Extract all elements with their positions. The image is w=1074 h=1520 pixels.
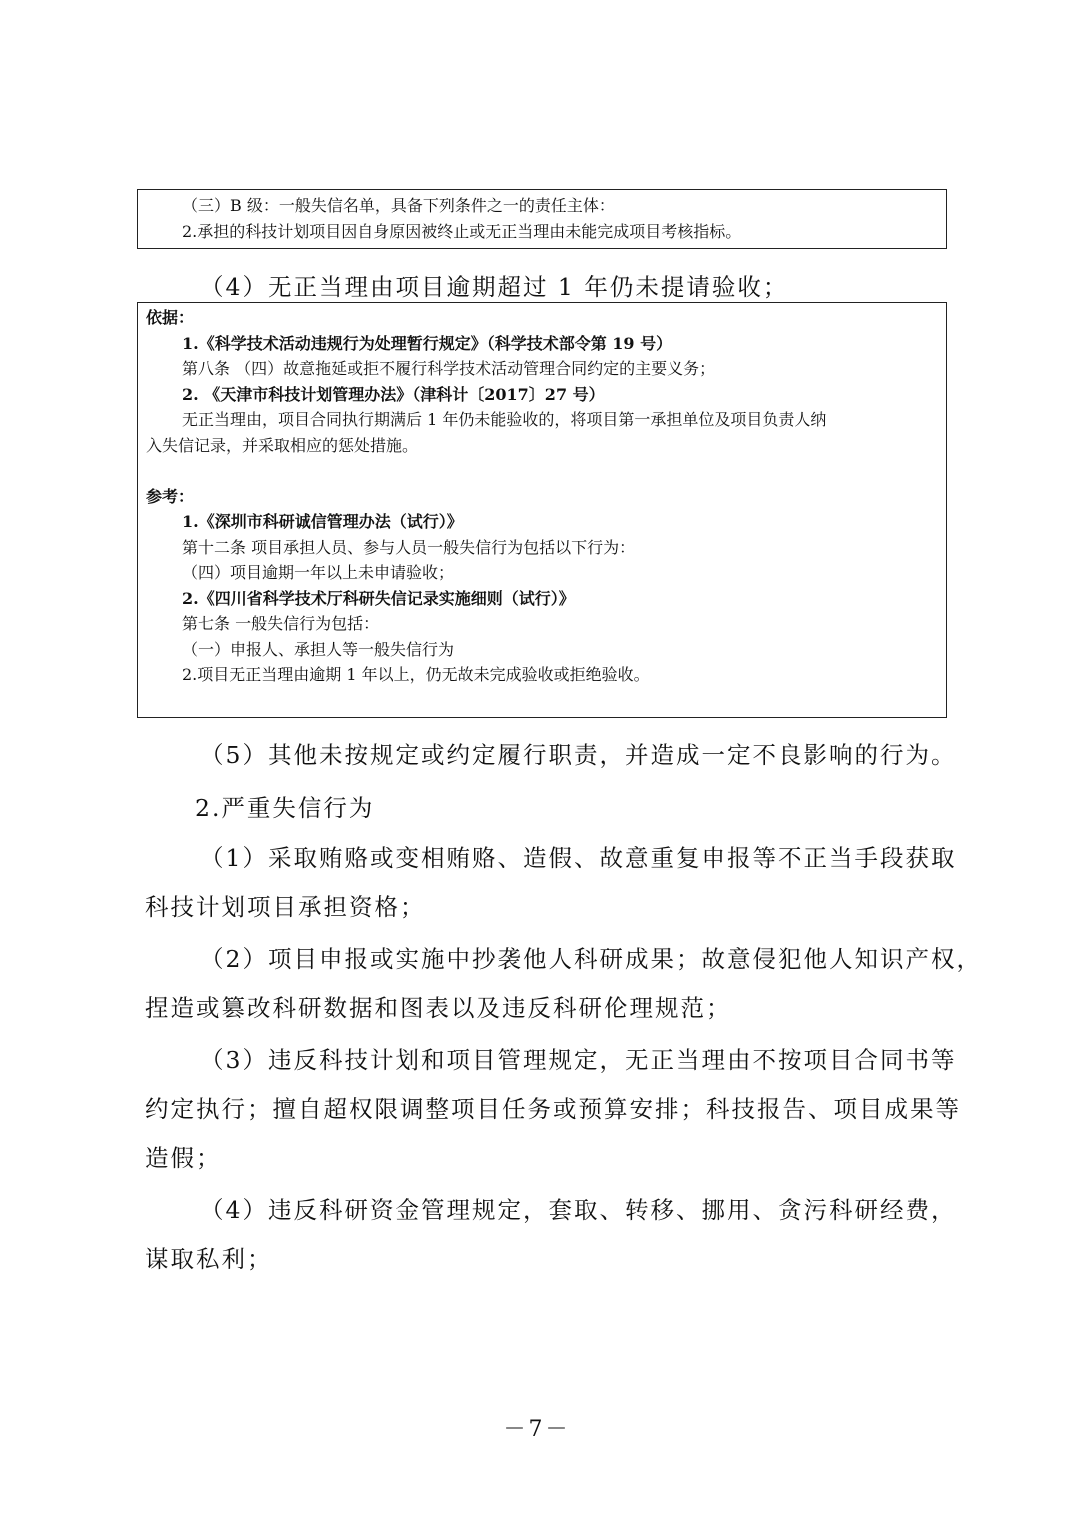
- reference-1-title: 1.《深圳市科研诚信管理办法（试行）》: [182, 512, 463, 531]
- paragraph-serious-4b: 谋取私利；: [145, 1245, 273, 1273]
- paragraph-serious-3c: 造假；: [145, 1144, 222, 1172]
- paragraph-serious-2a: （2）项目申报或实施中抄袭他人科研成果；故意侵犯他人知识产权，: [200, 945, 982, 973]
- paragraph-serious-3b: 约定执行；擅自超权限调整项目任务或预算安排；科技报告、项目成果等: [145, 1095, 961, 1123]
- basis-label: 依据：: [146, 308, 195, 327]
- section-heading-serious: 2.严重失信行为: [195, 794, 375, 822]
- reference-label: 参考：: [146, 486, 195, 506]
- reference-2-line-1: 第七条 一般失信行为包括：: [182, 614, 380, 633]
- paragraph-item-5: （5）其他未按规定或约定履行职责，并造成一定不良影响的行为。: [200, 741, 957, 769]
- basis-2-line-1: 无正当理由，项目合同执行期满后 1 年仍未能验收的，将项目第一承担单位及项目负责人纳: [182, 410, 827, 429]
- reference-2-title: 2.《四川省科学技术厅科研失信记录实施细则（试行）》: [182, 588, 575, 608]
- paragraph-serious-1b: 科技计划项目承担资格；: [145, 893, 426, 921]
- basis-1-title: 1.《科学技术活动违规行为处理暂行规定》（科学技术部令第 19 号）: [182, 333, 673, 353]
- paragraph-item-4: （4）无正当理由项目逾期超过 1 年仍未提请验收；: [200, 273, 789, 301]
- basis-2-title: 2. 《天津市科技计划管理办法》（津科计〔2017〕27 号）: [182, 384, 605, 404]
- reference-1-line-2: （四）项目逾期一年以上未申请验收；: [182, 563, 455, 582]
- paragraph-serious-4a: （4）违反科研资金管理规定，套取、转移、挪用、贪污科研经费，: [200, 1196, 957, 1224]
- paragraph-serious-2b: 捏造或篡改科研数据和图表以及违反科研伦理规范；: [145, 994, 732, 1022]
- paragraph-serious-3a: （3）违反科技计划和项目管理规定，无正当理由不按项目合同书等: [200, 1046, 957, 1074]
- paragraph-serious-1a: （1）采取贿赂或变相贿赂、造假、故意重复申报等不正当手段获取: [200, 844, 957, 872]
- spacer: [146, 458, 938, 484]
- box1-line-1: （三）B 级：一般失信名单，具备下列条件之一的责任主体：: [182, 196, 615, 215]
- note-box-basis-reference: [137, 302, 947, 718]
- reference-2-line-2: （一）申报人、承担人等一般失信行为: [182, 639, 455, 659]
- reference-2-line-3: 2.项目无正当理由逾期 1 年以上，仍无故未完成验收或拒绝验收。: [182, 665, 650, 684]
- note-box-level-b: [137, 189, 947, 249]
- page-number: －7－: [503, 1417, 571, 1442]
- basis-1-line: 第八条 （四）故意拖延或拒不履行科学技术活动管理合同约定的主要义务；: [182, 359, 716, 378]
- reference-1-line-1: 第十二条 项目承担人员、参与人员一般失信行为包括以下行为：: [182, 537, 636, 557]
- box1-line-2: 2.承担的科技计划项目因自身原因被终止或无正当理由未能完成项目考核指标。: [182, 221, 742, 241]
- basis-2-line-2: 入失信记录，并采取相应的惩处措施。: [146, 435, 419, 455]
